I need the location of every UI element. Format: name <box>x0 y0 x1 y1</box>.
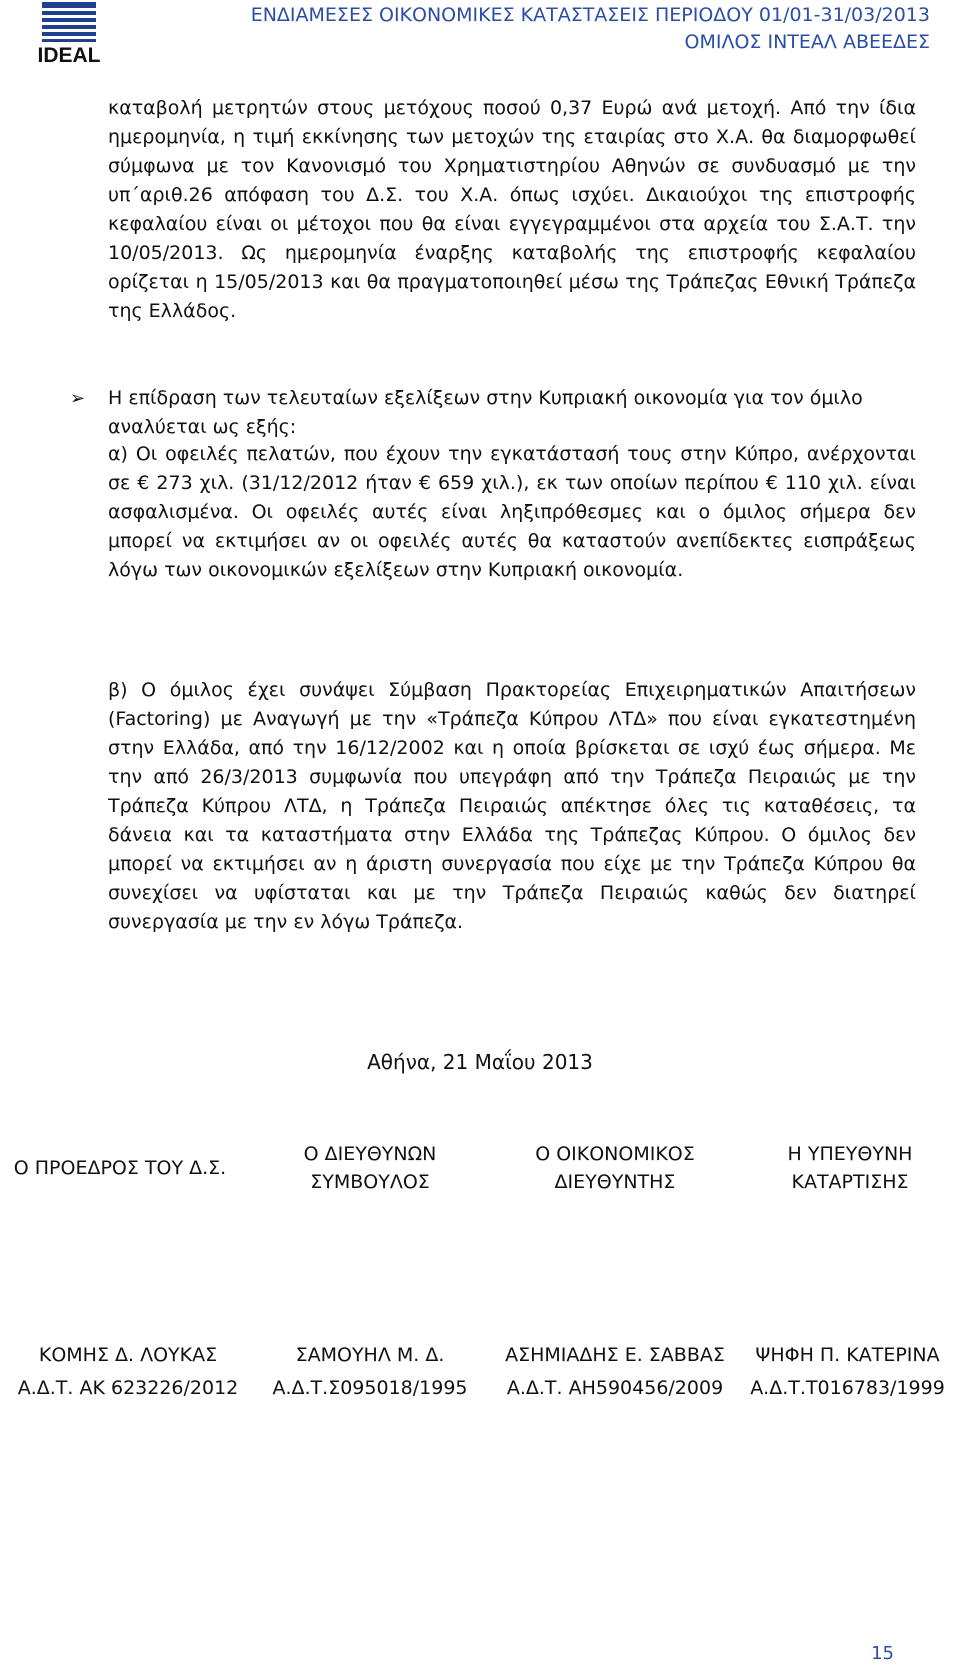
signatory-title: Ο ΠΡΟΕΔΡΟΣ ΤΟΥ Δ.Σ. <box>13 1157 227 1179</box>
signatory-name: ΚΟΜΗΣ Δ. ΛΟΥΚΑΣ Α.Δ.Τ. ΑΚ 623226/2012 <box>17 1344 239 1399</box>
ideal-logo <box>28 2 110 66</box>
arrow-bullet-icon: ➢ <box>70 388 86 409</box>
paragraph-b-text: β) Ο όμιλος έχει συνάψει Σύμβαση Πρακτορείας Επιχειρηματικών Απαιτήσεων (Factoring) με Αναγωγή με την «Τράπεζα Κύπρου ΛΤΔ» που είναι εγκατεστημένη στην Ελλάδα, από την 16/12/2002 και η οποία βρίσκεται σε ισχύ έως σήμερα. Με την από 26/3/2013 συμφωνία που υπεγράφη από την Τράπεζα Πειραιώς με την Τράπεζα Κύπρου ΛΤΔ, η Τράπεζα Πειραιώς απέκτησε όλες τις καταθέσεις, τα δάνεια και τα καταστήματα στην Ελλάδα της Τράπεζας Κύπρου. Ο όμιλος δεν μπορεί να εκτιμήσει αν η άριστη συνεργασία που είχε με την Τράπεζα Κύπρου θα συνεχίσει να υφίσταται και με την Τράπεζα Πειραιώς καθώς δεν διατηρεί συνεργασία με την εν λόγω Τράπεζα. <box>108 679 916 933</box>
page-header <box>0 0 960 72</box>
signing-date: Αθήνα, 21 Μαΐου 2013 <box>367 1050 593 1074</box>
svg-text:IDEAL: IDEAL <box>37 44 101 66</box>
paragraph-capital-return <box>108 94 916 326</box>
signatory-title: Ο ΟΙΚΟΝΟΜΙΚΟΣ ΔΙΕΥΘΥΝΤΗΣ <box>535 1143 695 1193</box>
bullet-cyprus-impact <box>70 384 916 442</box>
document-title-line1: ΕΝΔΙΑΜΕΣΕΣ ΟΙΚΟΝΟΜΙΚΕΣ ΚΑΤΑΣΤΑΣΕΙΣ ΠΕΡΙΟΔΟΥ 01/01-31/03/2013 <box>250 4 930 26</box>
signatory-name: ΑΣΗΜΙΑΔΗΣ Ε. ΣΑΒΒΑΣ Α.Δ.Τ. ΑΗ590456/2009 <box>505 1344 725 1399</box>
signatory-name: ΨΗΦΗ Π. ΚΑΤΕΡΙΝΑ Α.Δ.Τ.Τ016783/1999 <box>750 1344 945 1399</box>
page-number: 15 <box>871 1643 894 1664</box>
paragraph-a <box>108 440 916 585</box>
paragraph-b <box>108 676 916 937</box>
signatory-name: ΣΑΜΟΥΗΛ Μ. Δ. Α.Δ.Τ.Σ095018/1995 <box>272 1344 468 1399</box>
document-title-line2: ΟΜΙΛΟΣ ΙΝΤΕΑΛ ΑΒΕΕΔΕΣ <box>684 31 930 53</box>
paragraph-a-text: α) Οι οφειλές πελατών, που έχουν την εγκατάστασή τους στην Κύπρο, ανέρχονται σε € 273 χιλ. (31/12/2012 ήταν € 659 χιλ.), εκ των οποίων περίπου € 110 χιλ. είναι ασφαλισμένα. Οι οφειλές αυτές είναι ληξιπρόθεσμες και ο όμιλος σήμερα δεν μπορεί να εκτιμήσει αν οι οφειλές αυτές θα καταστούν ανεπίδεκτες εισπράξεως λόγω των οικονομικών εξελίξεων στην Κυπριακή οικονομία. <box>108 443 916 581</box>
paragraph-text: καταβολή μετρητών στους μετόχους ποσού 0,37 Ευρώ ανά μετοχή. Από την ίδια ημερομηνία, η τιμή εκκίνησης των μετοχών της εταιρίας στο Χ.Α. θα διαμορφωθεί σύμφωνα με τον Κανονισμό του Χρηματιστηρίου Αθηνών σε συνδυασμό με την υπ΄αριθ.26 απόφαση του Δ.Σ. του Χ.Α. όπως ισχύει. Δικαιούχοι της επιστροφής κεφαλαίου είναι οι μέτοχοι που θα είναι εγγεγραμμένοι στα αρχεία του Σ.Α.Τ. την 10/05/2013. Ως ημερομηνία έναρξης καταβολής της επιστροφής κεφαλαίου ορίζεται η 15/05/2013 και θα πραγματοποιηθεί μέσω της Τράπεζας Εθνική Τράπεζα της Ελλάδος. <box>108 97 916 322</box>
signatory-title: Ο ΔΙΕΥΘΥΝΩΝ ΣΥΜΒΟΥΛΟΣ <box>303 1143 437 1193</box>
signatory-title: Η ΥΠΕΥΘΥΝΗ ΚΑΤΑΡΤΙΣΗΣ <box>787 1143 913 1193</box>
bullet-text: Η επίδραση των τελευταίων εξελίξεων στην Κυπριακή οικονομία για τον όμιλο αναλύεται ως εξής: <box>108 387 863 438</box>
document-title <box>251 2 930 56</box>
